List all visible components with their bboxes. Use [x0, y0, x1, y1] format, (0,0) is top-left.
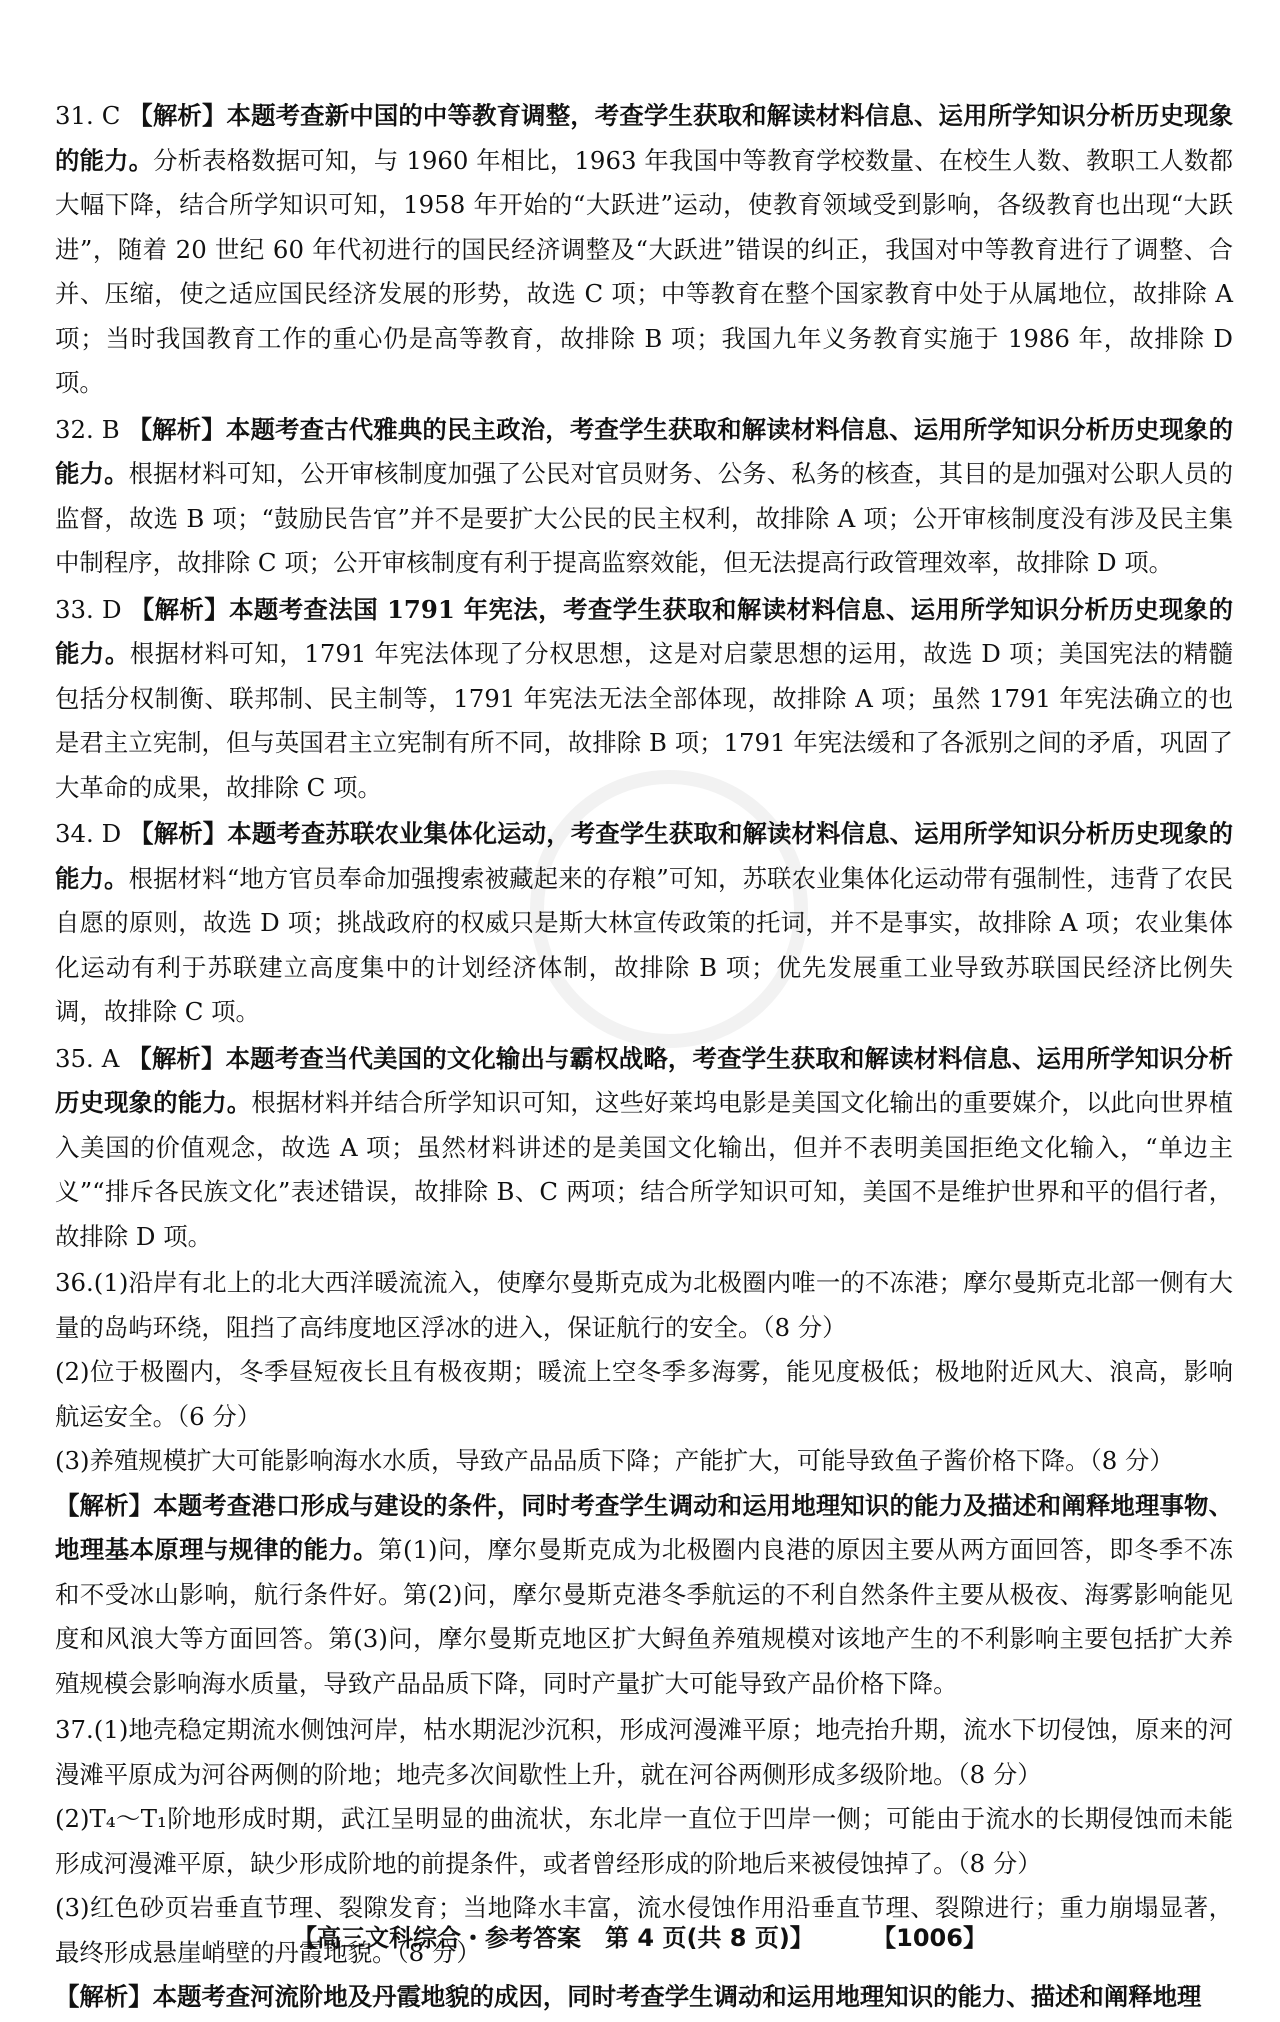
- footer-code: 【1006】: [872, 1924, 987, 1952]
- answer-36-part-2: (2)位于极圈内，冬季昼短夜长且有极夜期；暖流上空冬季多海雾，能见度极低；极地附近风大、浪高，影响航运安全。（6 分）: [55, 1357, 1233, 1431]
- answer-34-number: 34. D: [55, 819, 122, 848]
- answer-36-tag: 【解析】: [55, 1490, 154, 1520]
- answer-31-tag: 【解析】: [128, 101, 227, 130]
- answer-34-tag: 【解析】: [129, 819, 228, 848]
- answer-33-lead: 本题考查法国 1791 年宪法，考查学生获取和解读材料信息、运用所学知识分析历史现象的能力。: [55, 594, 1233, 668]
- answer-sheet-page: [55, 94, 1233, 2022]
- answer-35: [55, 1037, 1233, 1260]
- answer-35-tag: 【解析】: [127, 1043, 226, 1073]
- answer-37-tag: 【解析】: [55, 1982, 153, 2011]
- answer-35-number: 35. A: [55, 1043, 120, 1073]
- answer-33-number: 33. D: [55, 594, 122, 624]
- answer-35-lead: 本题考查当代美国的文化输出与霸权战略，考查学生获取和解读材料信息、运用所学知识分析历史现象的能力。: [55, 1043, 1233, 1117]
- answer-34-lead: 本题考查苏联农业集体化运动，考查学生获取和解读材料信息、运用所学知识分析历史现象的能力。: [55, 819, 1233, 893]
- answer-36-analysis: [55, 1484, 1233, 1707]
- answer-32-lead: 本题考查古代雅典的民主政治，考查学生获取和解读材料信息、运用所学知识分析历史现象的能力。: [55, 414, 1233, 488]
- answer-37-part-1: (1)地壳稳定期流水侧蚀河岸，枯水期泥沙沉积，形成河漫滩平原；地壳抬升期，流水下切侵蚀，原来的河漫滩平原成为河谷两侧的阶地；地壳多次间歇性上升，就在河谷两侧形成多级阶地。（8 分）: [55, 1715, 1233, 1789]
- answer-36-part-3: (3)养殖规模扩大可能影响海水水质，导致产品品质下降；产能扩大，可能导致鱼子酱价格下降。（8 分）: [55, 1446, 1174, 1475]
- answer-32: [55, 408, 1233, 586]
- answer-32-number: 32. B: [55, 414, 120, 444]
- answer-37: [55, 1708, 1233, 2020]
- answer-31: [55, 94, 1233, 406]
- answer-36-number: 36.: [55, 1268, 94, 1297]
- answer-37-part-3: (3)红色砂页岩垂直节理、裂隙发育；当地降水丰富，流水侵蚀作用沿垂直节理、裂隙进行；重力崩塌显著，最终形成悬崖峭壁的丹霞地貌。（8 分）: [55, 1893, 1233, 1967]
- answer-31-number: 31. C: [55, 101, 121, 130]
- answer-36-lead: 本题考查港口形成与建设的条件，同时考查学生调动和运用地理知识的能力及描述和阐释地理事物、地理基本原理与规律的能力。: [55, 1490, 1233, 1564]
- answer-35-body: 根据材料并结合所学知识可知，这些好莱坞电影是美国文化输出的重要媒介，以此向世界植入美国的价值观念，故选 A 项；虽然材料讲述的是美国文化输出，但并不表明美国拒绝文化输入，“单边主义”“排斥各民族文化”表述错误，故排除 B、C 两项；结合所学知识可知，美国不是维护世界和平的倡行者，故排除 D 项。: [55, 1088, 1233, 1251]
- answer-37-part-2: (2)T₄～T₁阶地形成时期，武江呈明显的曲流状，东北岸一直位于凹岸一侧；可能由于流水的长期侵蚀而未能形成河漫滩平原，缺少形成阶地的前提条件，或者曾经形成的阶地后来被侵蚀掉了。（8 分）: [55, 1804, 1233, 1878]
- answer-32-tag: 【解析】: [127, 414, 226, 444]
- answer-37-number: 37.: [55, 1715, 94, 1744]
- answer-34: [55, 812, 1233, 1035]
- page-footer: [0, 1918, 1280, 1953]
- answer-36: [55, 1261, 1233, 1706]
- answer-32-body: 根据材料可知，公开审核制度加强了公民对官员财务、公务、私务的核查，其目的是加强对公职人员的监督，故选 B 项；“鼓励民告官”并不是要扩大公民的民主权利，故排除 A 项；公开审核制度没有涉及民主集中制程序，故排除 C 项；公开审核制度有利于提高监察效能，但无法提高行政管理效率，故排除 D 项。: [55, 459, 1233, 577]
- answer-36-body: 第(1)问，摩尔曼斯克成为北极圈内良港的原因主要从两方面回答，即冬季不冻和不受冰山影响，航行条件好。第(2)问，摩尔曼斯克港冬季航运的不利自然条件主要从极夜、海雾影响能见度和风浪大等方面回答。第(3)问，摩尔曼斯克地区扩大鲟鱼养殖规模对该地产生的不利影响主要包括扩大养殖规模会影响海水质量，导致产品品质下降，同时产量扩大可能导致产品价格下降。: [55, 1535, 1233, 1698]
- answer-31-body: 分析表格数据可知，与 1960 年相比，1963 年我国中等教育学校数量、在校生人数、教职工人数都大幅下降，结合所学知识可知，1958 年开始的“大跃进”运动，使教育领域受到影响，各级教育也出现“大跃进”，随着 20 世纪 60 年代初进行的国民经济调整及“大跃进”错误的纠正，我国对中等教育进行了调整、合并、压缩，使之适应国民经济发展的形势，故选 C 项；中等教育在整个国家教育中处于从属地位，故排除 A 项；当时我国教育工作的重心仍是高等教育，故排除 B 项；我国九年义务教育实施于 1986 年，故排除 D 项。: [55, 145, 1233, 397]
- answer-37-lead: 本题考查河流阶地及丹霞地貌的成因，同时考查学生调动和运用地理知识的能力、描述和阐释地理: [152, 1982, 1202, 2011]
- answer-34-body: 根据材料“地方官员奉命加强搜索被藏起来的存粮”可知，苏联农业集体化运动带有强制性，违背了农民自愿的原则，故选 D 项；挑战政府的权威只是斯大林宣传政策的托词，并不是事实，故排除 A 项；农业集体化运动有利于苏联建立高度集中的计划经济体制，故排除 B 项；优先发展重工业导致苏联国民经济比例失调，故排除 C 项。: [55, 863, 1233, 1026]
- answer-31-lead: 本题考查新中国的中等教育调整，考查学生获取和解读材料信息、运用所学知识分析历史现象的能力。: [55, 101, 1233, 175]
- answer-36-part-1: (1)沿岸有北上的北大西洋暖流流入，使摩尔曼斯克成为北极圈内唯一的不冻港；摩尔曼斯克北部一侧有大量的岛屿环绕，阻挡了高纬度地区浮冰的进入，保证航行的安全。（8 分）: [55, 1268, 1233, 1342]
- footer-text: 【高三文科综合・参考答案 第 4 页(共 8 页)】: [293, 1924, 814, 1952]
- answer-33: [55, 588, 1233, 811]
- answer-33-body: 根据材料可知，1791 年宪法体现了分权思想，这是对启蒙思想的运用，故选 D 项；美国宪法的精髓包括分权制衡、联邦制、民主制等，1791 年宪法无法全部体现，故排除 A 项；虽然 1791 年宪法确立的也是君主立宪制，但与英国君主立宪制有所不同，故排除 B 项；1791 年宪法缓和了各派别之间的矛盾，巩固了大革命的成果，故排除 C 项。: [55, 639, 1233, 802]
- answer-33-tag: 【解析】: [129, 594, 230, 624]
